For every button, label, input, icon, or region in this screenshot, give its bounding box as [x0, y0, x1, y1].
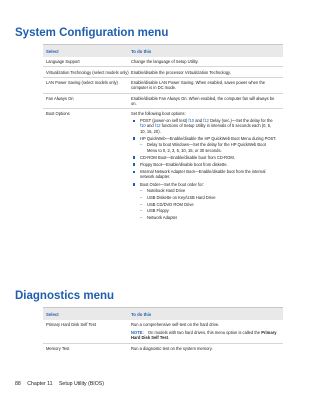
table-header: [43, 308, 283, 320]
page-number: 88: [15, 381, 21, 387]
row-todo: Run a diagnostic test on the system memory.: [131, 345, 213, 351]
boot-option-cdrom: CD-ROM Boot—Enable/disable boot from CD-ROM.: [131, 155, 277, 160]
boot-order-item: – Network Adapter: [131, 215, 277, 220]
boot-order-item: – USB CD/DVD ROM Drive: [131, 202, 277, 207]
row-select: Primary Hard Disk Self Test: [46, 322, 96, 328]
row-todo: Enable/disable Fan Always On. When enabled, the computer fan will always be on.: [131, 95, 275, 106]
page-footer: [15, 381, 109, 387]
boot-option-network: Internal Network Adapter Boot—Enable/disable boot from the internal network adapter.: [131, 169, 277, 179]
row-select: Language Support: [46, 59, 80, 65]
quickweb-sub-item: – Delay to boot Windows—Set the delay for the HP QuickWeb Boot Menu to 0, 2, 3, 5, 10, 15, or 30 seconds.: [131, 142, 277, 152]
note-label: NOTE:: [131, 330, 144, 336]
chapter-label: Chapter 11: [27, 381, 53, 387]
table-row: [43, 320, 283, 343]
row-todo: Change the language of Setup Utility.: [131, 59, 199, 65]
boot-option-floppy: Floppy Boot—Enable/disable boot from diskette.: [131, 162, 277, 167]
header-select: Select: [46, 311, 59, 317]
row-todo: Run a comprehensive self-test on the hard drive. NOTE: On models with two hard drives, this menu option is called the Primary Hard Disk Self Test.: [131, 322, 277, 341]
row-select: Virtualization Technology (select models only): [46, 69, 129, 75]
boot-options-list: [131, 118, 277, 219]
f10-key: f10: [140, 123, 146, 129]
table-row: [43, 66, 283, 76]
table-row: [43, 93, 283, 109]
chapter-title: Setup Utility (BIOS): [58, 381, 104, 387]
boot-order-item: – USB Diskette on Key/USB Hard Drive: [131, 195, 277, 200]
row-todo: [129, 111, 283, 222]
boot-option-post-delay: POST (power-on self test) f10 and f12 Delay (sec.)—Set the delay for the f10 and f12 functions of Setup Utility in intervals of 5 seconds each (0, 5, 10, 15, 20).: [131, 118, 277, 133]
table-row: [43, 343, 283, 353]
note: NOTE: On models with two hard drives, this menu option is called the Primary Hard Disk Self Test.: [131, 330, 277, 341]
section-title-system-configuration: System Configuration menu: [15, 27, 169, 39]
header-select: Select: [46, 48, 59, 54]
boot-order-item: – Notebook Hard Drive: [131, 188, 277, 193]
boot-order-item: – USB Floppy: [131, 208, 277, 213]
header-todo: To do this: [131, 311, 152, 317]
table-row-boot-options: [43, 108, 283, 224]
row-todo: Enable/disable LAN Power Saving. When enabled, saves power when the computer is in DC mode.: [131, 80, 266, 91]
row-select: LAN Power Saving (select models only): [46, 80, 118, 86]
table-row: [43, 77, 283, 93]
row-todo: Enable/disable the processor Virtualization Technology.: [131, 69, 231, 75]
diagnostics-table: [43, 307, 283, 353]
row-select: Fan Always On: [46, 95, 74, 101]
table-body: [43, 57, 283, 224]
table-header: [43, 45, 283, 57]
system-configuration-table: [43, 44, 283, 224]
f10-key: f10: [188, 118, 195, 124]
boot-option-quickweb: HP QuickWeb—Enable/disable the HP QuickWeb Boot Menu during POST. – Delay to boot Windows—Set the delay for the HP QuickWeb Boot Menu to 0, 2, 3, 5, 10, 15, or 30 seconds.: [131, 136, 277, 153]
table-body: [43, 320, 283, 353]
row-select: Boot Options: [46, 111, 70, 117]
boot-intro: Set the following boot options:: [131, 111, 186, 117]
row-select: Memory Test: [46, 345, 70, 351]
header-todo: To do this: [131, 48, 152, 54]
table-row: [43, 57, 283, 66]
f12-key: f12: [154, 123, 161, 129]
f12-key: f12: [203, 118, 209, 124]
boot-option-boot-order: Boot Order—Set the boot order for: – Notebook Hard Drive – USB Diskette on Key/USB Hard Drive – USB CD/DVD ROM Drive – USB Floppy – Network Adapter: [131, 182, 277, 220]
section-title-diagnostics: Diagnostics menu: [15, 290, 115, 302]
